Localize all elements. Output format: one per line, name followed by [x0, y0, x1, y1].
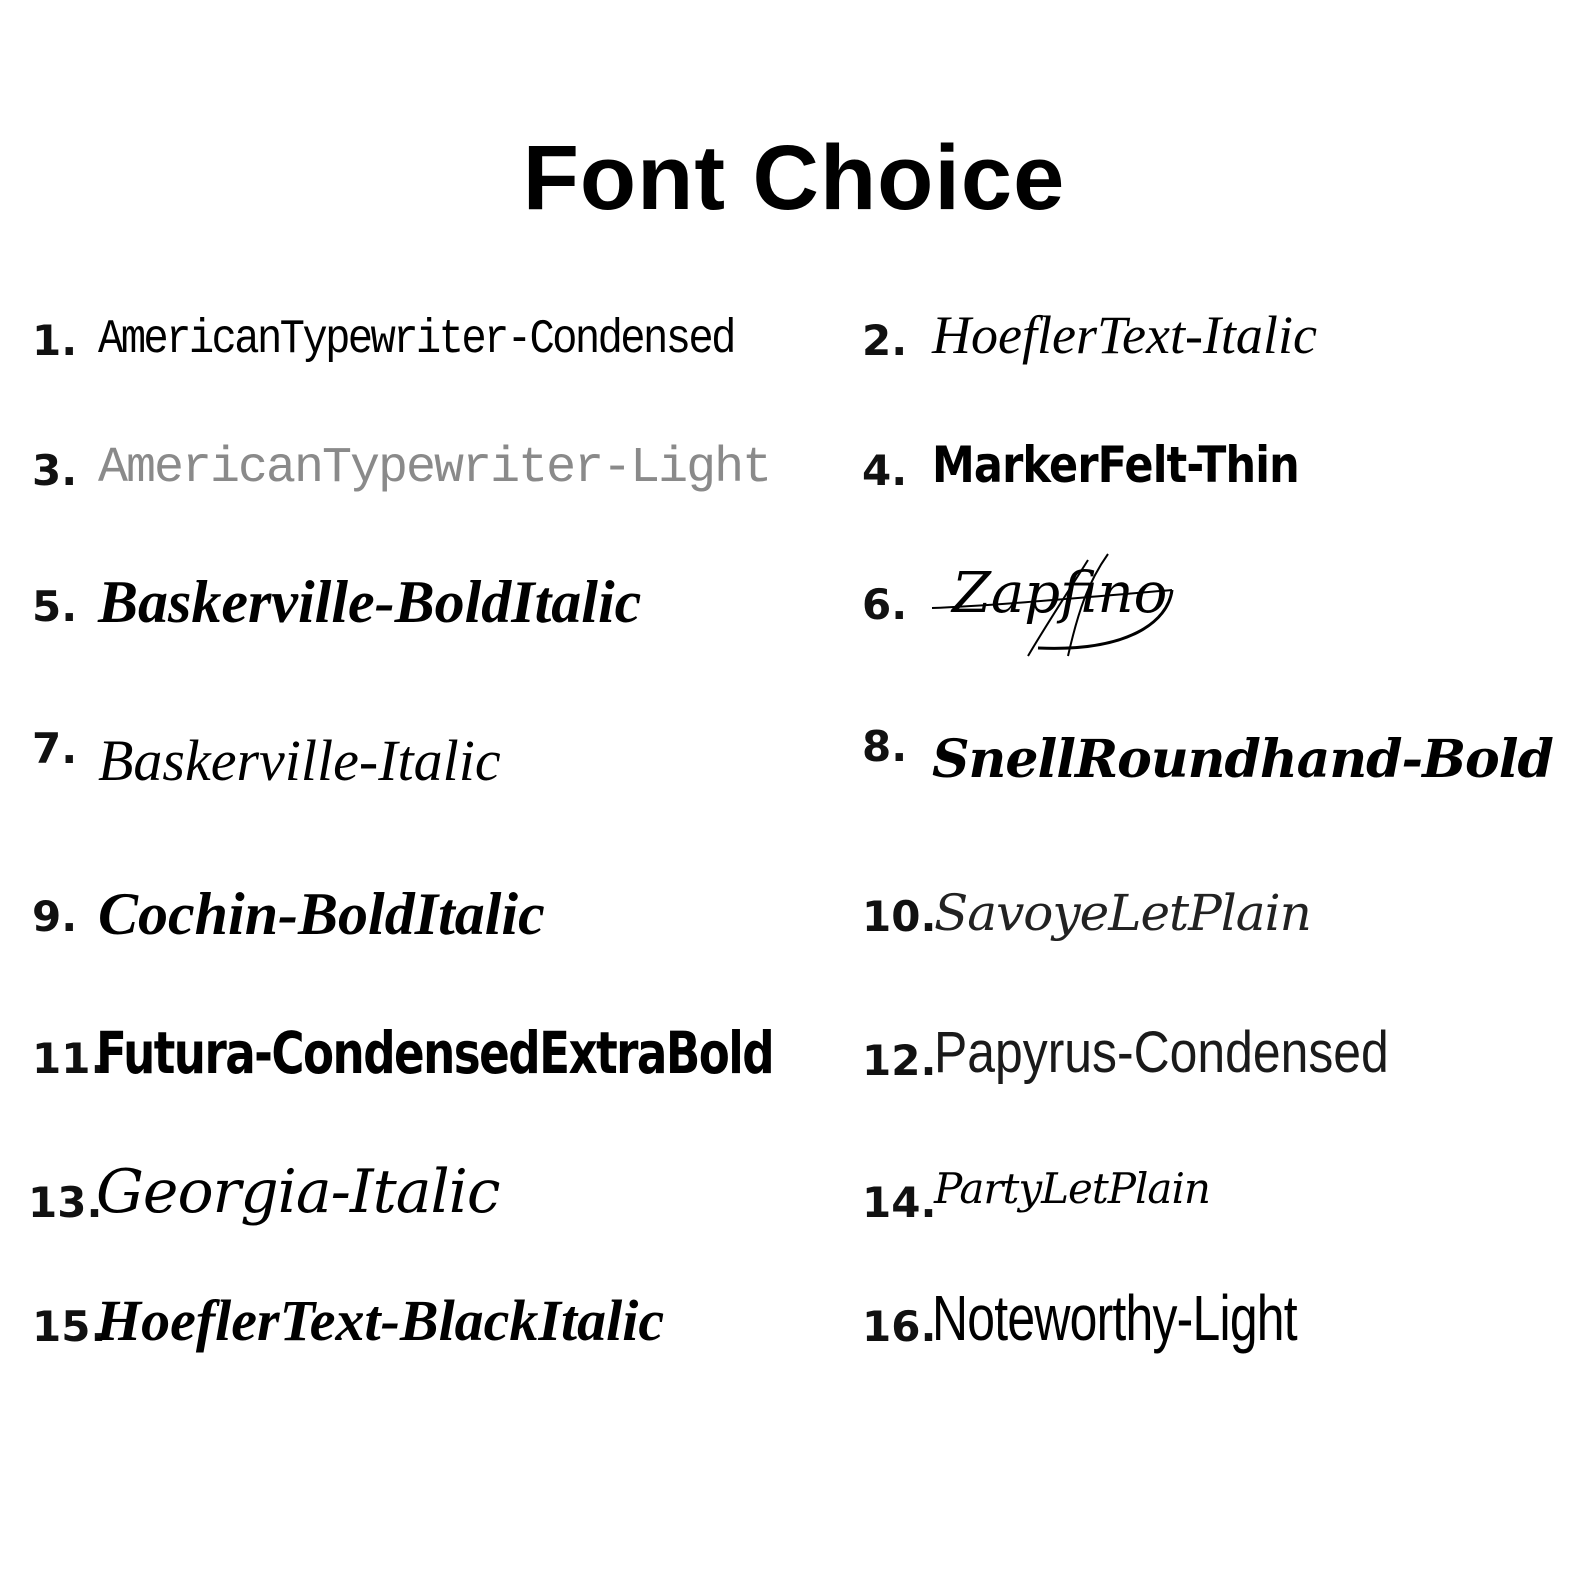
font-item-party-let-plain: [862, 1166, 1562, 1286]
font-item-papyrus-condensed: [862, 1020, 1562, 1140]
font-number: 15.: [32, 1302, 107, 1351]
font-name: Zapfino: [952, 561, 1168, 626]
font-number: 8.: [862, 722, 908, 771]
font-number: 14.: [862, 1178, 937, 1227]
font-number: 3.: [32, 446, 78, 495]
font-item-georgia-italic: [28, 1157, 832, 1282]
font-name: Baskerville-Italic: [98, 728, 501, 793]
font-name: AmericanTypewriter-Condensed: [98, 313, 734, 367]
font-number: 1.: [32, 316, 78, 365]
font-item-marker-felt-thin: [862, 436, 1562, 560]
font-name: HoeflerText-BlackItalic: [96, 1288, 665, 1353]
font-name: Noteworthy-Light: [932, 1282, 1297, 1354]
font-name: Cochin-BoldItalic: [98, 881, 545, 947]
font-item-savoye-let-plain: [862, 884, 1562, 1004]
font-item-american-typewriter-light: [32, 442, 832, 562]
font-number: 13.: [28, 1178, 103, 1227]
font-number: 11.: [32, 1034, 107, 1083]
font-number: 6.: [862, 580, 908, 629]
font-item-futura-condensed-extra-bold: [32, 1019, 832, 1144]
font-name: MarkerFelt-Thin: [932, 436, 1299, 494]
font-item-snell-roundhand-bold: [862, 722, 1582, 846]
font-number: 9.: [32, 892, 78, 941]
font-number: 5.: [32, 582, 78, 631]
font-item-zapfino: [862, 552, 1562, 672]
font-item-cochin-bold-italic: [32, 881, 832, 1004]
font-item-hoefler-text-italic: [862, 305, 1562, 428]
font-name: Papyrus-Condensed: [934, 1020, 1389, 1085]
font-name: Futura-CondensedExtraBold: [96, 1019, 774, 1087]
font-number: 4.: [862, 446, 908, 495]
font-name: AmericanTypewriter-Light: [98, 440, 771, 497]
font-name: Georgia-Italic: [96, 1157, 500, 1227]
font-name: SavoyeLetPlain: [934, 884, 1311, 942]
font-number: 12.: [862, 1036, 937, 1085]
font-number: 7.: [32, 724, 78, 773]
font-name: HoeflerText-Italic: [932, 305, 1317, 365]
font-item-baskerville-italic: [32, 724, 832, 848]
font-item-hoefler-text-black-italic: [32, 1290, 832, 1410]
font-name: SnellRoundhand-Bold: [932, 729, 1553, 790]
font-number: 2.: [862, 316, 908, 365]
font-item-american-typewriter-condensed: [32, 312, 832, 432]
font-name: Baskerville-BoldItalic: [98, 569, 642, 635]
font-item-baskerville-bold-italic: [32, 569, 832, 692]
font-item-noteworthy-light: [862, 1282, 1562, 1406]
font-number: 16.: [862, 1302, 937, 1351]
font-number: 10.: [862, 892, 937, 941]
font-name: PartyLetPlain: [934, 1164, 1210, 1213]
page-title: Font Choice: [522, 127, 1066, 229]
